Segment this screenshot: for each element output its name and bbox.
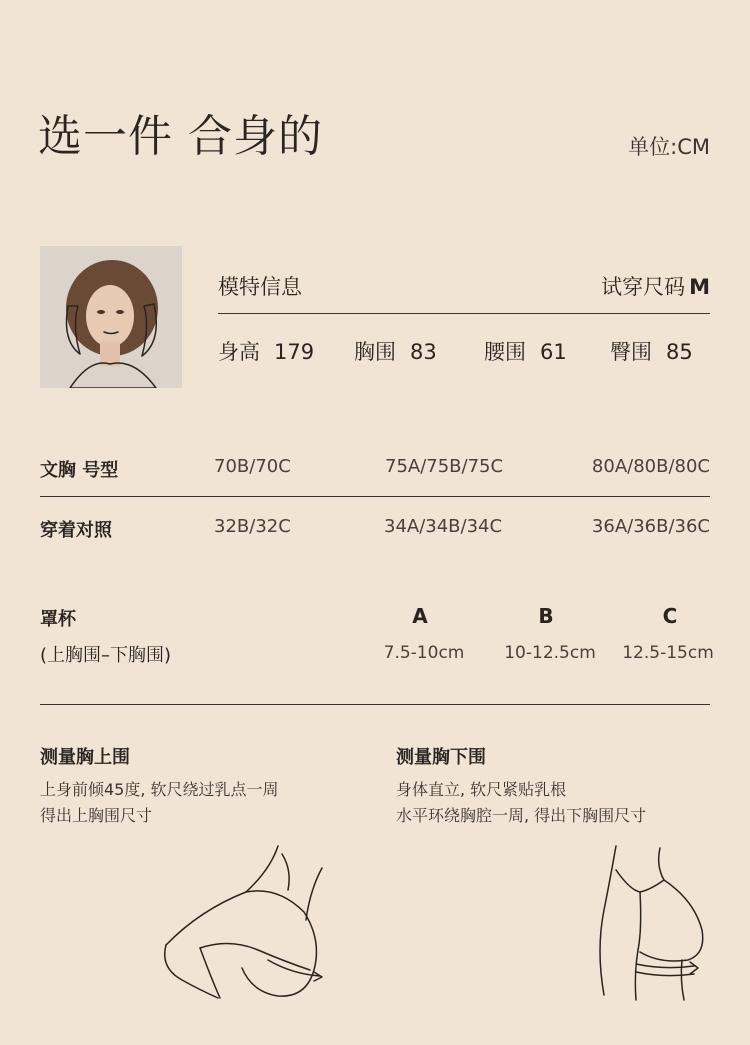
size-table-divider — [40, 496, 710, 497]
cup-label: 罩杯 — [40, 609, 76, 630]
measure-lower-line: 水平环绕胸腔一周, 得出下胸围尺寸 — [396, 806, 647, 825]
stat-value: 83 — [410, 340, 437, 364]
size-cell: 75A/75B/75C — [385, 456, 504, 477]
size-cell: 32B/32C — [214, 516, 291, 537]
measure-upper-title: 测量胸上围 — [40, 747, 130, 768]
measure-lower-desc — [396, 777, 646, 829]
cup-range: 12.5-15cm — [622, 643, 714, 663]
cup-label-note: (上胸围–下胸围) — [40, 645, 172, 666]
size-cell: 36A/36B/36C — [591, 516, 710, 537]
cup-name: A — [412, 604, 428, 628]
model-info-title: 模特信息 — [218, 275, 302, 299]
stat-label: 臀围 — [610, 340, 652, 364]
stat-bust — [354, 336, 437, 366]
size-cell: 34A/34B/34C — [384, 516, 503, 537]
model-portrait-image — [40, 246, 182, 388]
cup-name: C — [662, 604, 678, 628]
model-photo — [40, 246, 182, 388]
measure-upper-line: 得出上胸围尺寸 — [40, 806, 153, 825]
stat-value: 61 — [540, 340, 567, 364]
measure-upper-line: 上身前倾45度, 软尺绕过乳点一周 — [40, 780, 279, 799]
model-info-divider — [218, 313, 710, 314]
trial-size-value: M — [689, 275, 710, 299]
size-cell: 80A/80B/80C — [591, 456, 710, 477]
stat-hip — [610, 336, 693, 366]
stat-label: 身高 — [218, 340, 260, 364]
size-row-label: 穿着对照 — [40, 520, 112, 541]
stat-value: 85 — [666, 340, 693, 364]
cup-name: B — [538, 604, 554, 628]
measure-upper-desc — [40, 777, 279, 829]
cup-range: 10-12.5cm — [504, 643, 596, 663]
unit-label: 单位:CM — [628, 135, 710, 159]
measure-lower-line: 身体直立, 软尺紧贴乳根 — [396, 780, 567, 799]
trial-size-label: 试穿尺码 — [601, 275, 686, 299]
cup-table-divider — [40, 704, 710, 705]
under-bust-illustration — [590, 840, 720, 1005]
size-cell: 70B/70C — [214, 456, 291, 477]
upper-bust-illustration — [160, 840, 340, 1005]
stat-value: 179 — [274, 340, 315, 364]
stat-waist — [484, 336, 567, 366]
trial-size — [601, 271, 710, 301]
size-row-label: 文胸 号型 — [40, 460, 119, 481]
measure-lower-title: 测量胸下围 — [396, 747, 486, 768]
stat-height — [218, 336, 314, 366]
stat-label: 胸围 — [354, 340, 396, 364]
cup-range: 7.5-10cm — [383, 643, 465, 663]
page-title: 选一件 合身的 — [38, 111, 323, 162]
stat-label: 腰围 — [484, 340, 526, 364]
